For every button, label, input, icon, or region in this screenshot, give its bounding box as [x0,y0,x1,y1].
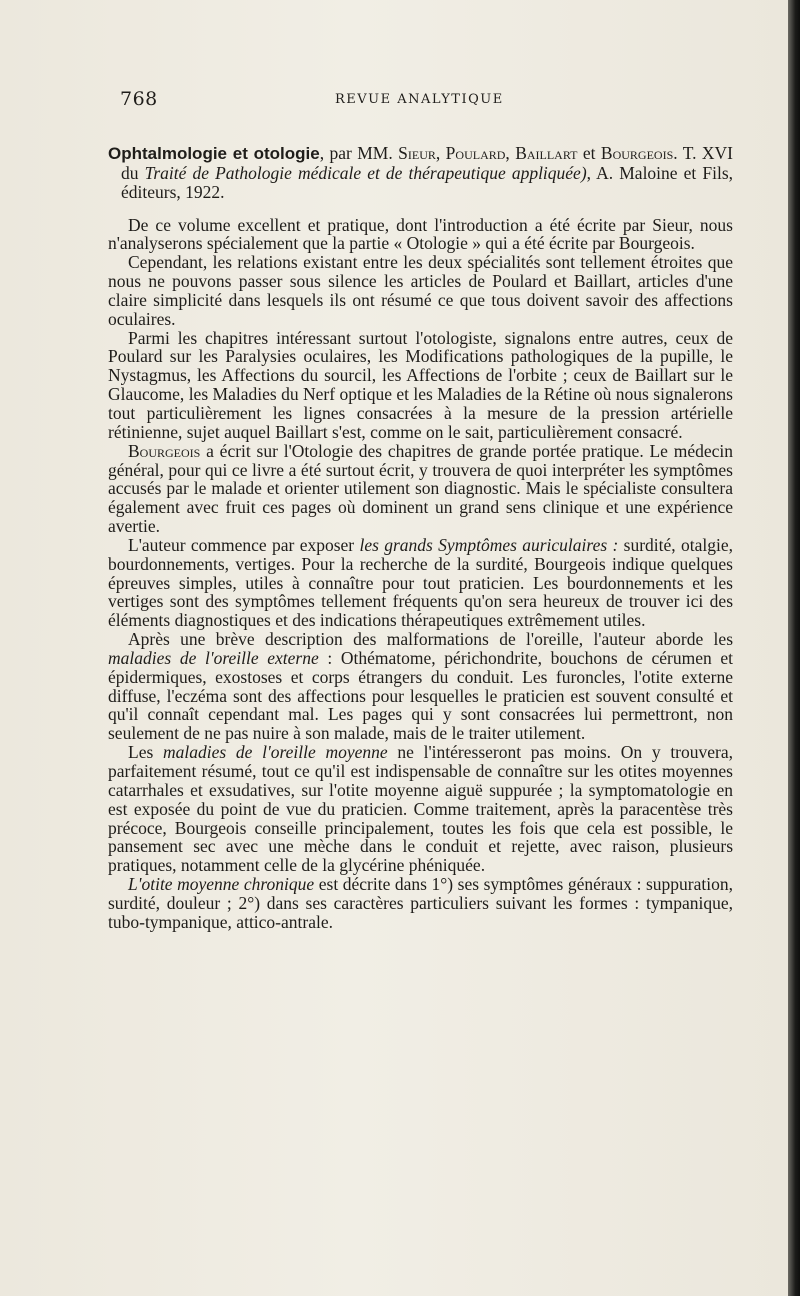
paragraph: Parmi les chapitres intéressant surtout l'otologiste, signalons entre autres, ceux de Poulard sur les Paralysies oculaires, les Modifications pathologiques de la pupille, le Nystagmus, les Affections du sourcil, les Affections de l'orbite ; ceux de Baillart sur le Glaucome, les Maladies du Nerf optique et les Maladies de la Rétine où nous signalerons tout particulièrement les lignes consacrées à la mesure de la pression artérielle rétinienne, sujet auquel Baillart s'est, comme on le sait, particulièrement consacré. [108,327,733,442]
author-name: Bourgeois [600,143,674,163]
author-name: Sieur [398,143,436,163]
paragraph-text: ne l'intéresseront pas moins. On y trouvera, parfaitement résumé, tout ce qu'il est indispensable de connaître sur les otites moyennes catarrhales et exsudatives, sur l'otite moyenne aiguë suppurée ; la symptomatologie en est exposée du point de vue du praticien. Comme traitement, après la paracentèse très précoce, Bourgeois conseille principalement, toutes les fois que cela est possible, le pansement sec avec une mèche dans le conduit et rejette, avec raison, plusieurs pratiques, notamment celle de la glycérine phéniquée. [108,742,733,876]
page-number: 768 [120,88,158,110]
paragraph-text: : Othématome, périchondrite, bouchons de cérumen et épidermiques, exostoses et corps étrangers du conduit. Les furoncles, l'otite externe diffuse, l'eczéma sont des affections pour lesquelles le praticien est souvent consulté et qu'il connaît cependant mal. Les pages qui y sont consacrées lui permettront, non seulement de ne pas nuire à son malade, mais de le traiter utilement. [108,647,733,744]
paragraph [108,875,733,932]
paragraph-text: L'auteur commence par exposer [128,534,360,555]
paragraph-text: Les [128,742,163,763]
publisher-info: , A. Maloine et Fils, éditeurs, 1922. [121,162,734,202]
entry-text: , par MM. [319,143,399,163]
italic-term: maladies de l'oreille moyenne [163,742,388,763]
paragraph-text: a écrit sur l'Otologie des chapitres de grande portée pratique. Le médecin général, pour qui ce livre a été surtout écrit, y trouvera de quoi interpréter les symptômes accusés par le malade et orienter utilement son diagnostic. Mais le spécialiste consultera également avec fruit ces pages où dominent un grand sens clinique et une expérience avertie. [108,440,733,537]
author-name: Poulard [445,143,506,163]
paragraph [108,442,733,536]
bibliographic-entry [108,144,733,202]
entry-text: , [505,143,516,163]
running-title: REVUE ANALYTIQUE [335,92,504,107]
page-header [120,88,740,112]
entry-text: . T. XVI du [121,143,733,183]
paragraph-text: surdité, otalgie, bourdonnements, vertiges. Pour la recherche de la surdité, Bourgeois indique quelques épreuves simples, utiles à connaître pour tout praticien. Les bourdonnements et les vertiges sont des symptômes tellement fréquents qu'on sera heureux de trouver ici des éléments diagnostiques et des indications thérapeutiques extrêmement utiles. [108,534,733,631]
paragraph: Cependant, les relations existant entre les deux spécialités sont tellement étroites que nous ne pouvons passer sous silence les articles de Poulard et Baillart, articles d'une claire simplicité dans lesquels ils ont résumé ce que tous doivent savoir des affections oculaires. [108,252,733,329]
body-text [108,144,733,932]
paragraph-text: Après une brève description des malformations de l'oreille, l'auteur aborde les [128,629,733,650]
italic-term: L'otite moyenne chronique [128,874,315,895]
entry-text: et [577,143,601,163]
author-name: Bourgeois [128,440,201,461]
entry-heading: Ophtalmologie et otologie [108,144,320,163]
paragraph-text: est décrite dans 1°) ses symptômes généraux : suppuration, surdité, douleur ; 2°) dans ses caractères particuliers suivant les formes : tympanique, tubo-tympanique, attico-antrale. [108,874,733,932]
entry-text: , [435,143,446,163]
book-gutter-edge [788,0,800,1296]
paragraph [108,630,733,743]
italic-term: maladies de l'oreille externe [108,647,319,668]
paragraph [108,743,733,875]
series-title: Traité de Pathologie médicale et de thérapeutique appliquée) [144,162,587,183]
paragraph: De ce volume excellent et pratique, dont l'introduction a été écrite par Sieur, nous n'analyserons spécialement que la partie « Otologie » qui a été écrite par Bourgeois. [108,214,733,254]
author-name: Baillart [515,143,578,163]
paragraph [108,536,733,630]
italic-term: les grands Symptômes auriculaires : [359,534,619,555]
